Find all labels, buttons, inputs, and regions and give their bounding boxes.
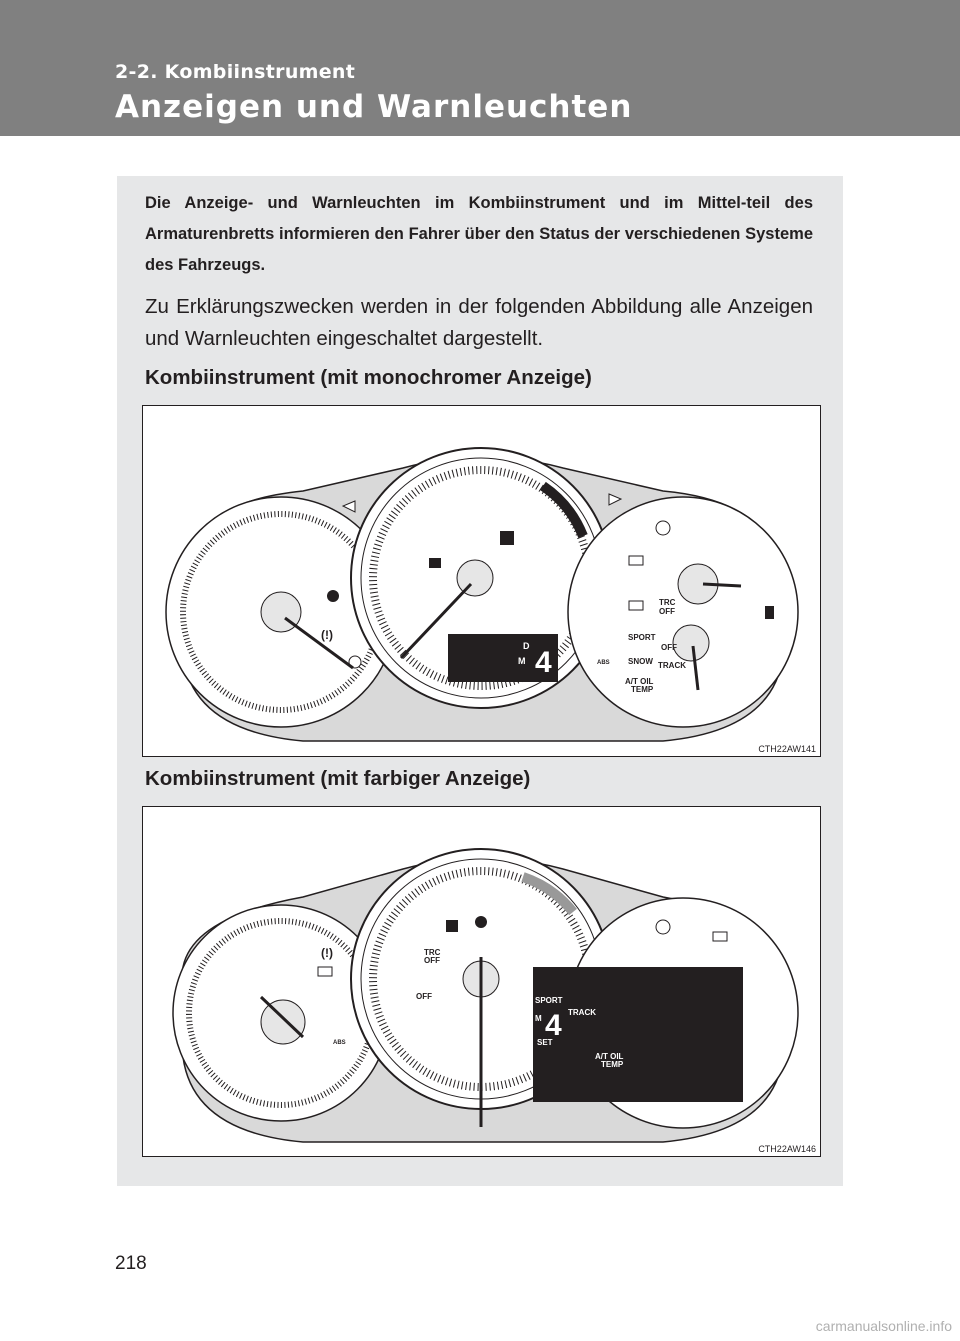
mode-m-label: M — [518, 656, 526, 666]
figure-1-heading: Kombiinstrument (mit monochromer Anzeige) — [145, 366, 592, 389]
vsc-off-label: OFF — [661, 643, 677, 652]
vsc-icon — [446, 920, 458, 932]
cluster-illustration-color — [143, 807, 820, 1156]
tire-pressure-icon: (!) — [321, 628, 333, 642]
set-label: SET — [537, 1038, 553, 1047]
speedometer-gauge — [351, 448, 611, 708]
figure-monochrome-cluster — [142, 405, 821, 757]
chapter-title: 2-2. Kombiinstrument — [115, 61, 356, 83]
sport-label: SPORT — [535, 996, 563, 1005]
figure-2-code: CTH22AW146 — [758, 1144, 816, 1154]
intro-paragraph: Die Anzeige- und Warnleuchten im Kombiinstrument und im Mittel-teil des Armaturenbretts informieren den Fahrer über den Status der verschiedenen Systeme des Fahrzeugs. — [145, 194, 813, 274]
figure-color-cluster — [142, 806, 821, 1157]
gear-position: 4 — [545, 1009, 562, 1042]
trc-label: TRC — [424, 948, 441, 957]
page-title: Anzeigen und Warnleuchten — [115, 89, 633, 125]
chapter-header-bar — [0, 0, 960, 136]
cluster-illustration-monochrome — [143, 406, 820, 756]
track-label: TRACK — [568, 1008, 596, 1017]
headlight-icon — [475, 916, 487, 928]
mode-d-label: D — [523, 641, 530, 651]
abs-label: ABS — [597, 660, 610, 666]
gear-position: 4 — [535, 646, 552, 679]
page-number: 218 — [115, 1253, 147, 1274]
at-oil-label: A/T OIL — [595, 1052, 624, 1061]
track-label: TRACK — [658, 661, 686, 670]
fuel-icon — [765, 606, 774, 619]
figure-1-code: CTH22AW141 — [758, 744, 816, 754]
sport-label: SPORT — [628, 633, 656, 642]
at-oil-label: A/T OIL — [625, 677, 654, 686]
trc-off-label: OFF — [659, 607, 675, 616]
tire-pressure-icon: (!) — [321, 946, 333, 960]
vsc-icon — [500, 531, 514, 545]
color-multi-info-display — [533, 967, 743, 1102]
trc-label: TRC — [659, 598, 676, 607]
body-paragraph: Zu Erklärungszwecken werden in der folgenden Abbildung alle Anzeigen und Warnleuchten eingeschaltet dargestellt. — [145, 295, 813, 350]
security-icon — [429, 558, 441, 568]
abs-label: ABS — [333, 1040, 346, 1046]
fuel-temp-gauge — [568, 497, 798, 727]
temp-label: TEMP — [601, 1060, 624, 1069]
mode-m-label: M — [535, 1014, 542, 1023]
headlight-icon — [327, 590, 339, 602]
temp-label: TEMP — [631, 685, 654, 694]
watermark: carmanualsonline.info — [815, 1318, 952, 1334]
snow-label: SNOW — [628, 657, 653, 666]
trc-off-label: OFF — [424, 956, 440, 965]
vsc-off-label: OFF — [416, 992, 432, 1001]
figure-2-heading: Kombiinstrument (mit farbiger Anzeige) — [145, 767, 531, 790]
